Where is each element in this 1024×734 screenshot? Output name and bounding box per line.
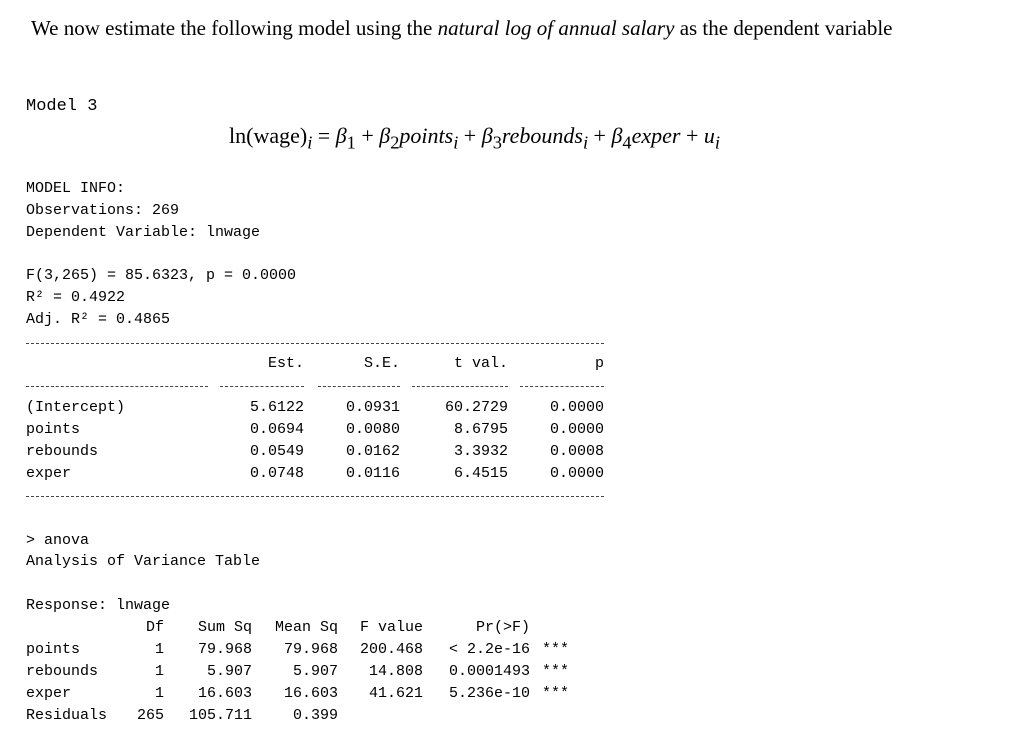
eq-points-sub: i — [453, 132, 459, 153]
anova-ms: 5.907 — [292, 663, 338, 680]
f-statistic: F(3,265) = 85.6323, p = 0.0000 — [26, 267, 297, 284]
coef-p: 0.0000 — [549, 465, 604, 482]
anova-ss: 79.968 — [197, 641, 252, 658]
anova-response: Response: lnwage — [26, 597, 171, 614]
model-info-observations: Observations: 269 — [26, 202, 180, 219]
eq-beta1-sub: 1 — [346, 132, 356, 153]
anova-ms: 0.399 — [292, 707, 338, 724]
eq-beta2: β — [379, 123, 391, 148]
intro-prefix: We now estimate the following model using the — [31, 16, 438, 40]
anova-ss: 5.907 — [206, 663, 252, 680]
anova-name: exper — [26, 685, 72, 702]
eq-beta1: β — [335, 123, 347, 148]
eq-equals: = — [312, 123, 336, 148]
model-label: Model 3 — [26, 97, 98, 116]
table-top-rule — [26, 343, 604, 344]
coef-header-t: t val. — [453, 355, 508, 372]
coef-p: 0.0000 — [549, 399, 604, 416]
coef-t: 8.6795 — [453, 421, 508, 438]
eq-beta2-sub: 2 — [390, 132, 400, 153]
anova-f: 200.468 — [359, 641, 423, 658]
anova-ms: 79.968 — [283, 641, 338, 658]
coef-t: 60.2729 — [444, 399, 508, 416]
table-sub-rule — [26, 386, 208, 387]
table-sub-rule — [520, 386, 604, 387]
coef-se: 0.0162 — [345, 443, 400, 460]
coef-header-p: p — [594, 355, 604, 372]
anova-ms: 16.603 — [283, 685, 338, 702]
table-bottom-rule — [26, 496, 604, 497]
coef-header-est: Est. — [267, 355, 304, 372]
coef-est: 0.0748 — [249, 465, 304, 482]
eq-plus3: + — [588, 123, 612, 148]
eq-beta4: β — [611, 123, 623, 148]
eq-beta4-sub: 4 — [622, 132, 632, 153]
intro-emphasis: natural log of annual salary — [437, 16, 675, 40]
intro-sentence — [31, 16, 893, 41]
intro-suffix: as the dependent variable — [674, 16, 893, 40]
anova-p: 0.0001493 — [448, 663, 530, 680]
coef-est: 5.6122 — [249, 399, 304, 416]
coef-se: 0.0116 — [345, 465, 400, 482]
coef-p: 0.0008 — [549, 443, 604, 460]
coef-se: 0.0931 — [345, 399, 400, 416]
anova-sig: *** — [542, 663, 570, 680]
eq-plus1: + — [355, 123, 380, 148]
anova-f: 14.808 — [368, 663, 423, 680]
anova-header-ms: Mean Sq — [274, 619, 338, 636]
r-squared: R² = 0.4922 — [26, 289, 126, 306]
adj-r-squared: Adj. R² = 0.4865 — [26, 311, 171, 328]
anova-p: < 2.2e-16 — [448, 641, 530, 658]
eq-beta3: β — [481, 123, 493, 148]
eq-lhs-sub: i — [307, 132, 313, 153]
eq-exper: exper — [631, 123, 681, 148]
eq-error: u — [703, 123, 715, 148]
anova-name: points — [26, 641, 81, 658]
eq-beta3-sub: 3 — [492, 132, 502, 153]
anova-f: 41.621 — [368, 685, 423, 702]
anova-ss: 16.603 — [197, 685, 252, 702]
table-sub-rule — [412, 386, 508, 387]
eq-plus2: + — [458, 123, 482, 148]
anova-header-p: Pr(>F) — [475, 619, 530, 636]
model-equation — [229, 123, 720, 153]
eq-error-sub: i — [714, 132, 720, 153]
anova-p: 5.236e-10 — [448, 685, 530, 702]
coef-est: 0.0694 — [249, 421, 304, 438]
coef-p: 0.0000 — [549, 421, 604, 438]
anova-ss: 105.711 — [188, 707, 252, 724]
eq-lhs: ln(wage) — [229, 123, 308, 148]
anova-sig: *** — [542, 685, 570, 702]
anova-title: Analysis of Variance Table — [26, 553, 261, 570]
anova-sig: *** — [542, 641, 570, 658]
eq-rebounds-sub: i — [582, 132, 589, 153]
eq-rebounds: rebounds — [501, 123, 583, 148]
coef-est: 0.0549 — [249, 443, 304, 460]
model-info-dependent: Dependent Variable: lnwage — [26, 224, 261, 241]
coef-name: points — [26, 421, 81, 438]
anova-name: Residuals — [26, 707, 108, 724]
coef-t: 6.4515 — [453, 465, 508, 482]
anova-df: 1 — [154, 663, 164, 680]
coef-name: (Intercept) — [26, 399, 126, 416]
table-sub-rule — [318, 386, 400, 387]
anova-command: > anova — [26, 532, 90, 549]
model-info-header: MODEL INFO: — [26, 180, 126, 197]
eq-plus4: + — [680, 123, 704, 148]
eq-points: points — [399, 123, 454, 148]
anova-df: 265 — [136, 707, 164, 724]
coef-se: 0.0080 — [345, 421, 400, 438]
table-sub-rule — [220, 386, 304, 387]
anova-name: rebounds — [26, 663, 99, 680]
anova-header-ss: Sum Sq — [197, 619, 252, 636]
anova-df: 1 — [154, 685, 164, 702]
coef-name: rebounds — [26, 443, 99, 460]
coef-name: exper — [26, 465, 72, 482]
anova-df: 1 — [154, 641, 164, 658]
anova-header-f: F value — [359, 619, 423, 636]
coef-t: 3.3932 — [453, 443, 508, 460]
coef-header-se: S.E. — [363, 355, 400, 372]
anova-header-df: Df — [145, 619, 164, 636]
